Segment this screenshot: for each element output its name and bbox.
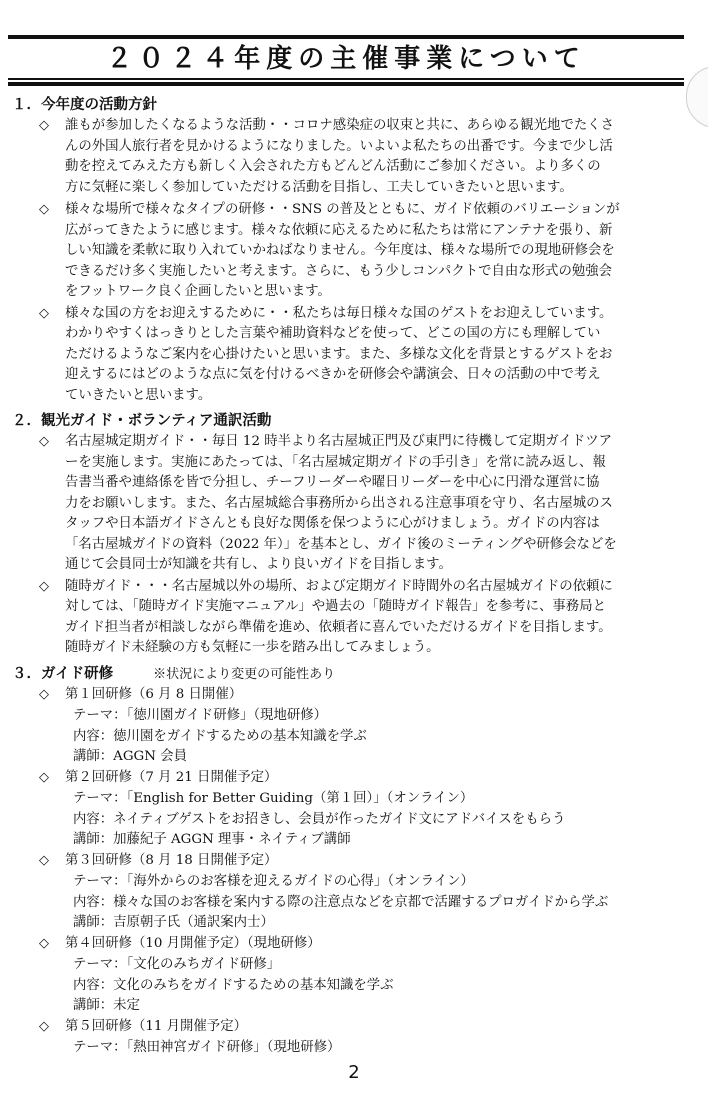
paragraph-line: 告書当番や連絡係を皆で分担し、チーフリーダーや曜日リーダーを中心に円滑な運営に協 bbox=[65, 475, 600, 490]
content bbox=[12, 94, 688, 1059]
session-title: 第５回研修（11 月開催予定） bbox=[65, 1018, 247, 1034]
diamond-bullet-icon: ◇ bbox=[39, 686, 49, 702]
section-heading-policy: １．今年度の活動方針 bbox=[12, 97, 157, 113]
paragraph-line: 広がってきたように感じます。様々な依頼に応えるために私たちは常にアンテナを張り、新 bbox=[65, 222, 613, 238]
session-detail: テーマ：「文化のみちガイド研修」 bbox=[73, 957, 281, 972]
paragraph-line: をフットワーク良く企画したいと思います。 bbox=[65, 284, 331, 299]
list-item bbox=[12, 432, 688, 576]
section-heading-guide-activities: ２．観光ガイド・ボランティア通訳活動 bbox=[12, 413, 272, 429]
paragraph-line: 様々な場所で様々なタイプの研修・・SNS の普及とともに、ガイド依頼のバリエーションが bbox=[65, 202, 620, 217]
training-session bbox=[12, 851, 688, 872]
session-detail: 内容：徳川園をガイドするための基本知識を学ぶ bbox=[73, 728, 367, 744]
session-title: 第４回研修（10 月開催予定）（現地研修） bbox=[65, 935, 321, 951]
diamond-bullet-icon: ◇ bbox=[39, 769, 49, 785]
section-heading-training-label: ３．ガイド研修 bbox=[12, 665, 114, 682]
list-item bbox=[12, 200, 688, 303]
title-bottom-rule-thick bbox=[8, 82, 684, 86]
paragraph-line: 方に気軽に楽しく参加していただける活動を目指し、工夫していきたいと思います。 bbox=[65, 179, 573, 195]
paragraph-line: 誰もが参加したくなるような活動・・コロナ感染症の収束と共に、あらゆる観光地でたくさ bbox=[65, 118, 615, 133]
paragraph-line: 随時ガイド・・・名古屋城以外の場所、および定期ガイド時間外の名古屋城ガイドの依頼に bbox=[65, 578, 613, 594]
session-detail: 内容：文化のみちをガイドするための基本知識を学ぶ bbox=[73, 977, 394, 993]
session-detail: 講師：AGGN 会員 bbox=[73, 749, 187, 764]
training-session bbox=[12, 685, 688, 706]
session-detail: 内容：ネイティブゲストをお招きし、会員が作ったガイド文にアドバイスをもらう bbox=[73, 811, 566, 827]
paragraph-line: 力をお願いします。また、名古屋城総合事務所から出される注意事項を守り、名古屋城のス bbox=[65, 495, 613, 511]
list-item bbox=[12, 116, 688, 198]
paragraph-line: ただけるようなご案内を心掛けたいと思います。また、多様な文化を背景とするゲストをお bbox=[65, 346, 613, 362]
title-top-rule bbox=[8, 35, 684, 39]
list-item bbox=[12, 577, 688, 659]
paragraph-line: 対しては、「随時ガイド実施マニュアル」や過去の「随時ガイド報告」を参考に、事務局と bbox=[65, 599, 606, 614]
change-note: ※状況により変更の可能性あり bbox=[153, 666, 336, 682]
paragraph-line: タッフや日本語ガイドさんとも良好な関係を保つように心がけましょう。ガイドの内容は bbox=[65, 516, 600, 531]
training-session bbox=[12, 1017, 688, 1038]
page-number: 2 bbox=[348, 1062, 360, 1083]
session-title: 第２回研修（7 月 21 日開催予定） bbox=[65, 769, 278, 785]
paragraph-line: ーを実施します。実施にあたっては、「名古屋城定期ガイドの手引き」を常に読み返し、報 bbox=[65, 454, 606, 470]
session-detail: テーマ：「徳川園ガイド研修」（現地研修） bbox=[73, 708, 328, 723]
diamond-bullet-icon: ◇ bbox=[39, 305, 49, 321]
session-detail: 内容：様々な国のお客様を案内する際の注意点などを京都で活躍するプロガイドから学ぶ bbox=[73, 894, 609, 910]
diamond-bullet-icon: ◇ bbox=[39, 935, 49, 951]
session-detail: 講師：加藤紀子 AGGN 理事・ネイティブ講師 bbox=[73, 832, 351, 847]
paragraph-line: 様々な国の方をお迎えするために・・私たちは毎日様々な国のゲストをお迎えしています。 bbox=[65, 305, 613, 321]
paragraph-line: 随時ガイド未経験の方も気軽に一歩を踏み出してみましょう。 bbox=[65, 640, 440, 655]
paragraph-line: できるだけ多く実施したいと考えます。さらに、もう少しコンパクトで自由な形式の勉強会 bbox=[65, 263, 613, 279]
paragraph-line: んの外国人旅行者を見かけるようになりました。いよいよ私たちの出番です。今まで少し活 bbox=[65, 138, 613, 154]
paragraph-line: 通じて会員同士が知識を共有し、より良いガイドを目指します。 bbox=[65, 557, 452, 572]
paragraph-line: ガイド担当者が相談しながら準備を進め、依頼者に喜んでいただけるガイドを目指します。 bbox=[65, 619, 612, 635]
diamond-bullet-icon: ◇ bbox=[39, 852, 49, 868]
session-detail: テーマ：「海外からのお客様を迎えるガイドの心得」（オンライン） bbox=[73, 874, 474, 889]
paragraph-line: わかりやすくはっきりとした言葉や補助資料などを使って、どこの国の方にも理解してい bbox=[65, 326, 601, 341]
section-heading-training bbox=[12, 663, 688, 685]
session-detail: 講師：吉原朝子氏（通訳案内士） bbox=[73, 915, 274, 930]
paragraph-line: 動を控えてみえた方も新しく入会された方もどんどん活動にご参加ください。より多くの bbox=[65, 159, 601, 174]
paragraph-line: しい知識を柔軟に取り入れていかねばなりません。今年度は、様々な場所での現地研修会を bbox=[65, 243, 615, 258]
title-bottom-rule bbox=[8, 78, 684, 80]
page-edge-tab[interactable] bbox=[686, 66, 708, 128]
session-title: 第１回研修（6 月 8 日開催） bbox=[65, 686, 243, 702]
paragraph-line: 名古屋城定期ガイド・・毎日 12 時半より名古屋城正門及び東門に待機して定期ガイドツア bbox=[65, 434, 612, 449]
diamond-bullet-icon: ◇ bbox=[39, 118, 49, 133]
session-detail: 講師：未定 bbox=[73, 998, 140, 1013]
paragraph-line: 迎えするにはどのような点に気を付けるべきかを研修会や講演会、日々の活動の中で考え bbox=[65, 367, 601, 382]
list-item bbox=[12, 304, 688, 407]
diamond-bullet-icon: ◇ bbox=[39, 578, 49, 594]
training-session bbox=[12, 934, 688, 955]
diamond-bullet-icon: ◇ bbox=[39, 1018, 49, 1034]
session-detail: テーマ：「熱田神宮ガイド研修」（現地研修） bbox=[73, 1040, 341, 1055]
paragraph-line: 「名古屋城ガイドの資料（2022 年）」を基本とし、ガイド後のミーティングや研修会などを bbox=[65, 536, 617, 552]
diamond-bullet-icon: ◇ bbox=[39, 202, 49, 217]
session-title: 第３回研修（8 月 18 日開催予定） bbox=[65, 852, 278, 868]
paragraph-line: ていきたいと思います。 bbox=[65, 387, 212, 403]
training-session bbox=[12, 768, 688, 789]
page-title: ２０２４年度の主催事業について bbox=[106, 44, 586, 74]
session-detail: テーマ：「English for Better Guiding（第１回）」（オンライン） bbox=[73, 791, 474, 806]
diamond-bullet-icon: ◇ bbox=[39, 434, 49, 449]
